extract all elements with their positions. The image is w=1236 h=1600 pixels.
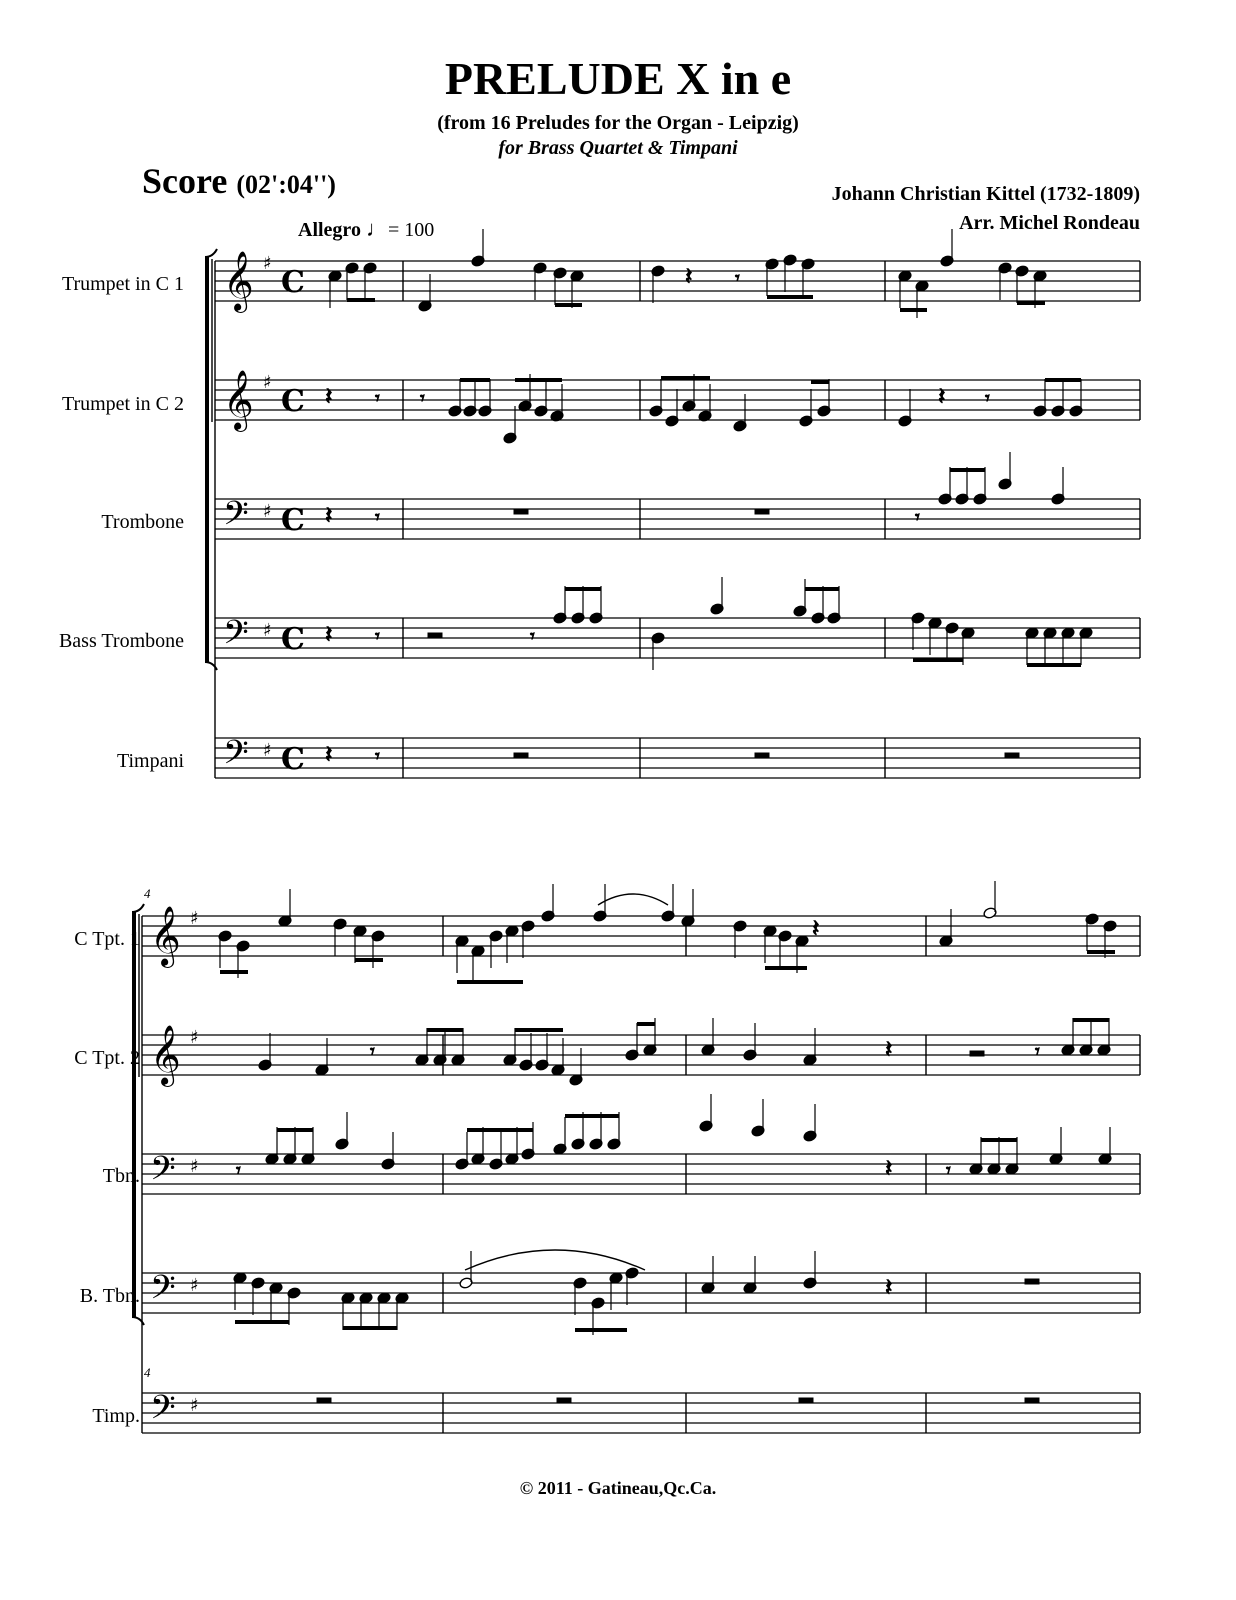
notes [218, 229, 1117, 1403]
duration: (02':04'') [236, 170, 336, 199]
eighth-rest-icon: 𝄾 [420, 388, 425, 409]
sharp-icon: ♯ [263, 620, 272, 641]
instrument-abbr-trumpet-2: C Tpt. 2 [74, 1047, 140, 1069]
instrument-abbr-trumpet-1: C Tpt. 1 [74, 928, 140, 950]
quarter-rest-icon: 𝄽 [685, 262, 693, 290]
sharp-icon: ♯ [190, 1156, 199, 1177]
bass-clef-icon: 𝄢 [223, 614, 249, 660]
instrument-name-trumpet-1: Trumpet in C 1 [61, 273, 184, 295]
whole-rest-icon [514, 509, 528, 514]
eighth-rest-icon: 𝄾 [1035, 1041, 1040, 1062]
whole-rest-icon [755, 509, 769, 514]
eighth-rest-icon: 𝄾 [946, 1160, 951, 1181]
quarter-rest-icon: 𝄽 [938, 382, 946, 410]
eighth-rest-icon: 𝄾 [530, 626, 535, 647]
instrumentation: for Brass Quartet & Timpani [498, 137, 738, 159]
sharp-icon: ♯ [263, 740, 272, 761]
composer: Johann Christian Kittel (1732-1809) [831, 183, 1140, 205]
piece-title: PRELUDE X in e [444, 53, 792, 104]
common-time-icon: C [281, 503, 305, 538]
bass-clef-icon: 𝄢 [150, 1150, 176, 1196]
quarter-rest-icon: 𝄽 [885, 1035, 893, 1063]
instrument-abbr-trombone: Tbn. [102, 1165, 140, 1187]
bass-clef-icon: 𝄢 [223, 495, 249, 541]
common-time-icon: C [281, 384, 305, 419]
treble-clef-icon: 𝄞 [150, 1025, 181, 1085]
eighth-rest-icon: 𝄾 [985, 388, 990, 409]
instrument-name-timpani: Timpani [116, 750, 184, 772]
sharp-icon: ♯ [263, 253, 272, 274]
whole-rest-icon [514, 753, 528, 758]
bracket-hook [205, 249, 217, 257]
quarter-rest-icon: 𝄽 [812, 914, 820, 942]
instrument-abbr-bass-trombone: B. Tbn. [79, 1285, 140, 1307]
barlines [132, 249, 1140, 1433]
eighth-rest-icon: 𝄾 [735, 268, 740, 289]
measure-number-system-2: 4 [144, 886, 151, 901]
quarter-rest-icon: 𝄽 [325, 501, 333, 529]
instrument-name-bass-trombone: Bass Trombone [58, 630, 184, 652]
whole-rest-icon [1025, 1398, 1039, 1403]
clefs-and-signatures [150, 251, 305, 1435]
treble-clef-icon: 𝄞 [223, 370, 254, 430]
bass-clef-icon: 𝄢 [150, 1389, 176, 1435]
arranger: Arr. Michel Rondeau [959, 212, 1140, 234]
quarter-rest-icon: 𝄽 [885, 1154, 893, 1182]
copyright: © 2011 - Gatineau,Qc.Ca. [519, 1478, 717, 1498]
eighth-rest-icon: 𝄾 [375, 388, 380, 409]
sharp-icon: ♯ [190, 1395, 199, 1416]
whole-rest-icon [755, 753, 769, 758]
half-rest-icon [970, 1051, 984, 1056]
bass-clef-icon: 𝄢 [150, 1269, 176, 1315]
quarter-rest-icon: 𝄽 [325, 382, 333, 410]
treble-clef-icon: 𝄞 [150, 906, 181, 966]
quarter-rest-icon: 𝄽 [325, 740, 333, 768]
instrument-abbr-timpani: Timp. [92, 1405, 140, 1427]
eighth-rest-icon: 𝄾 [370, 1041, 375, 1062]
piece-subtitle: (from 16 Preludes for the Organ - Leipzig) [437, 112, 799, 134]
half-rest-icon [428, 633, 442, 638]
tie [598, 894, 668, 905]
whole-rest-icon [1005, 753, 1019, 758]
common-time-icon: C [281, 742, 305, 777]
tempo-text: Allegro [298, 219, 361, 241]
bass-clef-icon: 𝄢 [223, 734, 249, 780]
sharp-icon: ♯ [190, 1027, 199, 1048]
sharp-icon: ♯ [263, 501, 272, 522]
bracket-hook [132, 904, 144, 912]
staff-lines [142, 261, 1140, 1433]
whole-rest-icon [557, 1398, 571, 1403]
instrument-name-trumpet-2: Trumpet in C 2 [61, 393, 184, 415]
whole-rest-icon [317, 1398, 331, 1403]
common-time-icon: C [281, 622, 305, 657]
whole-rest-icon [799, 1398, 813, 1403]
sharp-icon: ♯ [190, 1275, 199, 1296]
eighth-rest-icon: 𝄾 [915, 507, 920, 528]
eighth-rest-icon: 𝄾 [236, 1160, 241, 1181]
quarter-note-icon: ♩ [365, 216, 388, 241]
score-word: Score [142, 161, 228, 201]
instrument-name-trombone: Trombone [101, 511, 184, 533]
sharp-icon: ♯ [263, 372, 272, 393]
tie [465, 1250, 645, 1270]
eighth-rest-icon: 𝄾 [375, 507, 380, 528]
sharp-icon: ♯ [190, 908, 199, 929]
eighth-rest-icon: 𝄾 [375, 746, 380, 767]
whole-rest-icon [1025, 1279, 1039, 1284]
common-time-icon: C [281, 265, 305, 300]
eighth-rest-icon: 𝄾 [375, 626, 380, 647]
tempo-value: = 100 [387, 219, 435, 241]
quarter-rest-icon: 𝄽 [325, 620, 333, 648]
treble-clef-icon: 𝄞 [223, 251, 254, 311]
measure-number-timpani-system-2: 4 [144, 1365, 151, 1380]
quarter-rest-icon: 𝄽 [885, 1273, 893, 1301]
